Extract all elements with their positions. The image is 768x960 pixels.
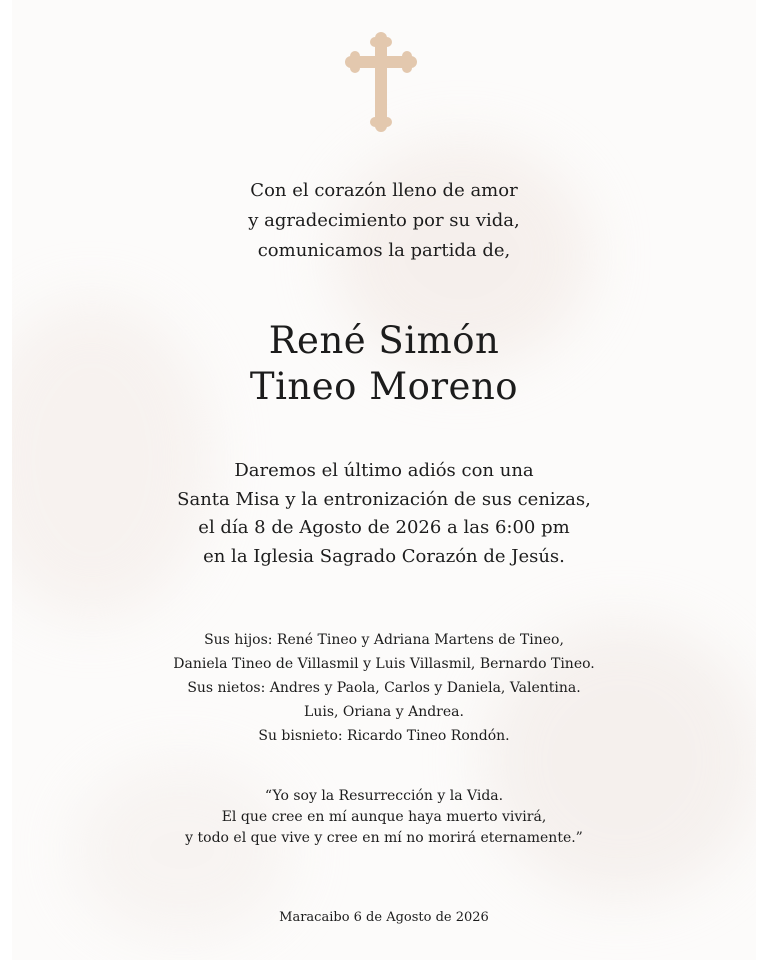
verse-line: El que cree en mí aunque haya muerto vivirá,	[221, 809, 547, 825]
verse-line: y todo el que vive y cree en mí no morirá eternamente.”	[185, 830, 583, 846]
family-line: Sus hijos: René Tineo y Adriana Martens de Tineo,	[204, 632, 564, 648]
service-line: Santa Misa y la entronización de sus cenizas,	[177, 488, 591, 510]
deceased-name	[12, 318, 756, 410]
obituary-card	[12, 0, 756, 960]
family-line: Luis, Oriana y Andrea.	[304, 704, 464, 720]
verse-line: “Yo soy la Resurrección y la Vida.	[264, 788, 504, 804]
intro-line: comunicamos la partida de,	[257, 240, 511, 261]
intro-text	[12, 176, 756, 266]
service-line: el día 8 de Agosto de 2026 a las 6:00 pm	[198, 517, 570, 538]
place-date-line: Maracaibo 6 de Agosto de 2026	[279, 910, 489, 925]
service-line: en la Iglesia Sagrado Corazón de Jesús.	[203, 545, 565, 567]
cross-icon	[345, 30, 417, 132]
name-line: Tineo Moreno	[249, 365, 519, 408]
family-line: Daniela Tineo de Villasmil y Luis Villasmil, Bernardo Tineo.	[173, 656, 595, 672]
service-line: Daremos el último adiós con una	[234, 460, 534, 481]
name-line: René Simón	[268, 319, 500, 362]
family-line: Su bisnieto: Ricardo Tineo Rondón.	[258, 728, 510, 744]
bible-verse	[12, 786, 756, 849]
service-details	[12, 457, 756, 571]
family-line: Sus nietos: Andres y Paola, Carlos y Daniela, Valentina.	[187, 680, 581, 696]
family-list	[12, 628, 756, 748]
place-date	[12, 909, 756, 927]
intro-line: y agradecimiento por su vida,	[248, 210, 520, 231]
intro-line: Con el corazón lleno de amor	[250, 180, 518, 201]
